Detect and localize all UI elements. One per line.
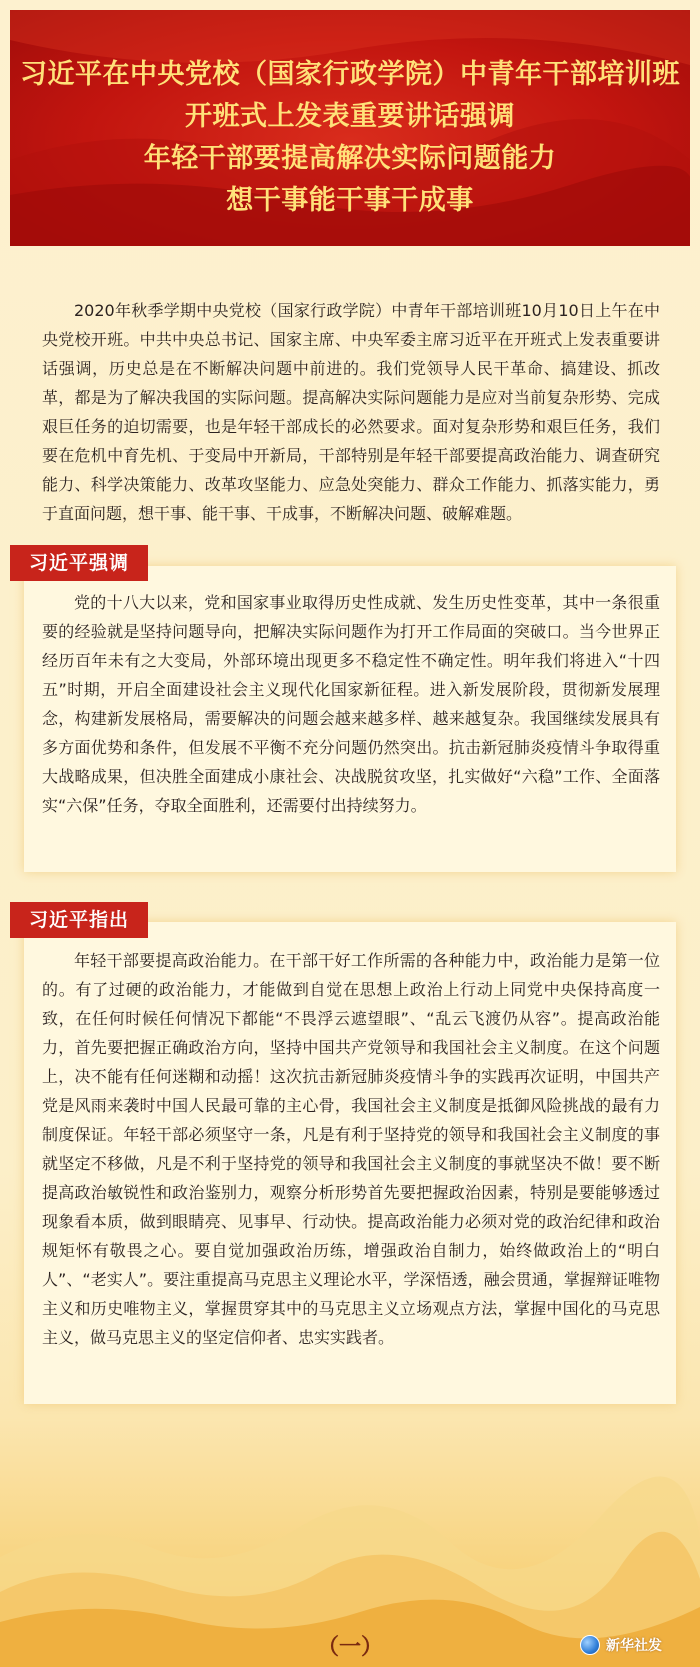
section-tag-emphasis: 习近平强调	[10, 545, 148, 581]
xinhua-logo	[580, 1633, 662, 1657]
title-line: 想干事能干事干成事	[226, 185, 474, 216]
page-marker: （一）	[316, 1635, 383, 1660]
globe-icon	[580, 1635, 600, 1655]
section-emphasis-paragraph: 党的十八大以来，党和国家事业取得历史性成就、发生历史性变革，其中一条很重要的经验就是坚持问题导向，把解决实际问题作为打开工作局面的突破口。当今世界正经历百年未有之大变局，外部环境出现更多不稳定性不确定性。明年我们将进入“十四五”时期，开启全面建设社会主义现代化国家新征程。进入新发展阶段，贯彻新发展理念，构建新发展格局，需要解决的问题会越来越多样、越来越复杂。我国继续发展具有多方面优势和条件，但发展不平衡不充分问题仍然突出。抗击新冠肺炎疫情斗争取得重大战略成果，但决胜全面建成小康社会、决战脱贫攻坚，扎实做好“六稳”工作、全面落实“六保”任务，夺取全面胜利，还需要付出持续努力。	[42, 593, 660, 815]
header-banner	[10, 10, 690, 246]
title-line: 开班式上发表重要讲话强调	[185, 101, 515, 132]
intro-paragraph: 2020年秋季学期中央党校（国家行政学院）中青年干部培训班10月10日上午在中央党校开班。中共中央总书记、国家主席、中央军委主席习近平在开班式上发表重要讲话强调，历史总是在不断解决问题中前进的。我们党领导人民干革命、搞建设、抓改革，都是为了解决我国的实际问题。提高解决实际问题能力是应对当前复杂形势、完成艰巨任务的迫切需要，也是年轻干部成长的必然要求。面对复杂形势和艰巨任务，我们要在危机中育先机、于变局中开新局，干部特别是年轻干部要提高政治能力、调查研究能力、科学决策能力、改革攻坚能力、应急处突能力、群众工作能力、抓落实能力，勇于直面问题，想干事、能干事、干成事，不断解决问题、破解难题。	[42, 301, 660, 523]
title-line: 习近平在中央党校（国家行政学院）中青年干部培训班	[20, 59, 680, 90]
section-points-out-paragraph: 年轻干部要提高政治能力。在干部干好工作所需的各种能力中，政治能力是第一位的。有了过硬的政治能力，才能做到自觉在思想上政治上行动上同党中央保持高度一致，在任何时候任何情况下都能“不畏浮云遮望眼”、“乱云飞渡仍从容”。提高政治能力，首先要把握正确政治方向，坚持中国共产党领导和我国社会主义制度。在这个问题上，决不能有任何迷糊和动摇！这次抗击新冠肺炎疫情斗争的实践再次证明，中国共产党是风雨来袭时中国人民最可靠的主心骨，我国社会主义制度是抵御风险挑战的最有力制度保证。年轻干部必须坚守一条，凡是有利于坚持党的领导和我国社会主义制度的事就坚定不移做，凡是不利于坚持党的领导和我国社会主义制度的事就坚决不做！要不断提高政治敏锐性和政治鉴别力，观察分析形势首先要把握政治因素，特别是要能够透过现象看本质，做到眼睛亮、见事早、行动快。提高政治能力必须对党的政治纪律和政治规矩怀有敬畏之心。要自觉加强政治历练，增强政治自制力，始终做政治上的“明白人”、“老实人”。要注重提高马克思主义理论水平，学深悟透，融会贯通，掌握辩证唯物主义和历史唯物主义，掌握贯穿其中的马克思主义立场观点方法，掌握中国化的马克思主义，做马克思主义的坚定信仰者、忠实实践者。	[42, 951, 660, 1347]
page-title	[10, 54, 690, 222]
section-tag-points-out: 习近平指出	[10, 902, 148, 938]
logo-text: 新华社发	[606, 1638, 662, 1654]
mountain-landscape-decoration	[0, 1407, 700, 1667]
title-line: 年轻干部要提高解决实际问题能力	[143, 143, 557, 174]
